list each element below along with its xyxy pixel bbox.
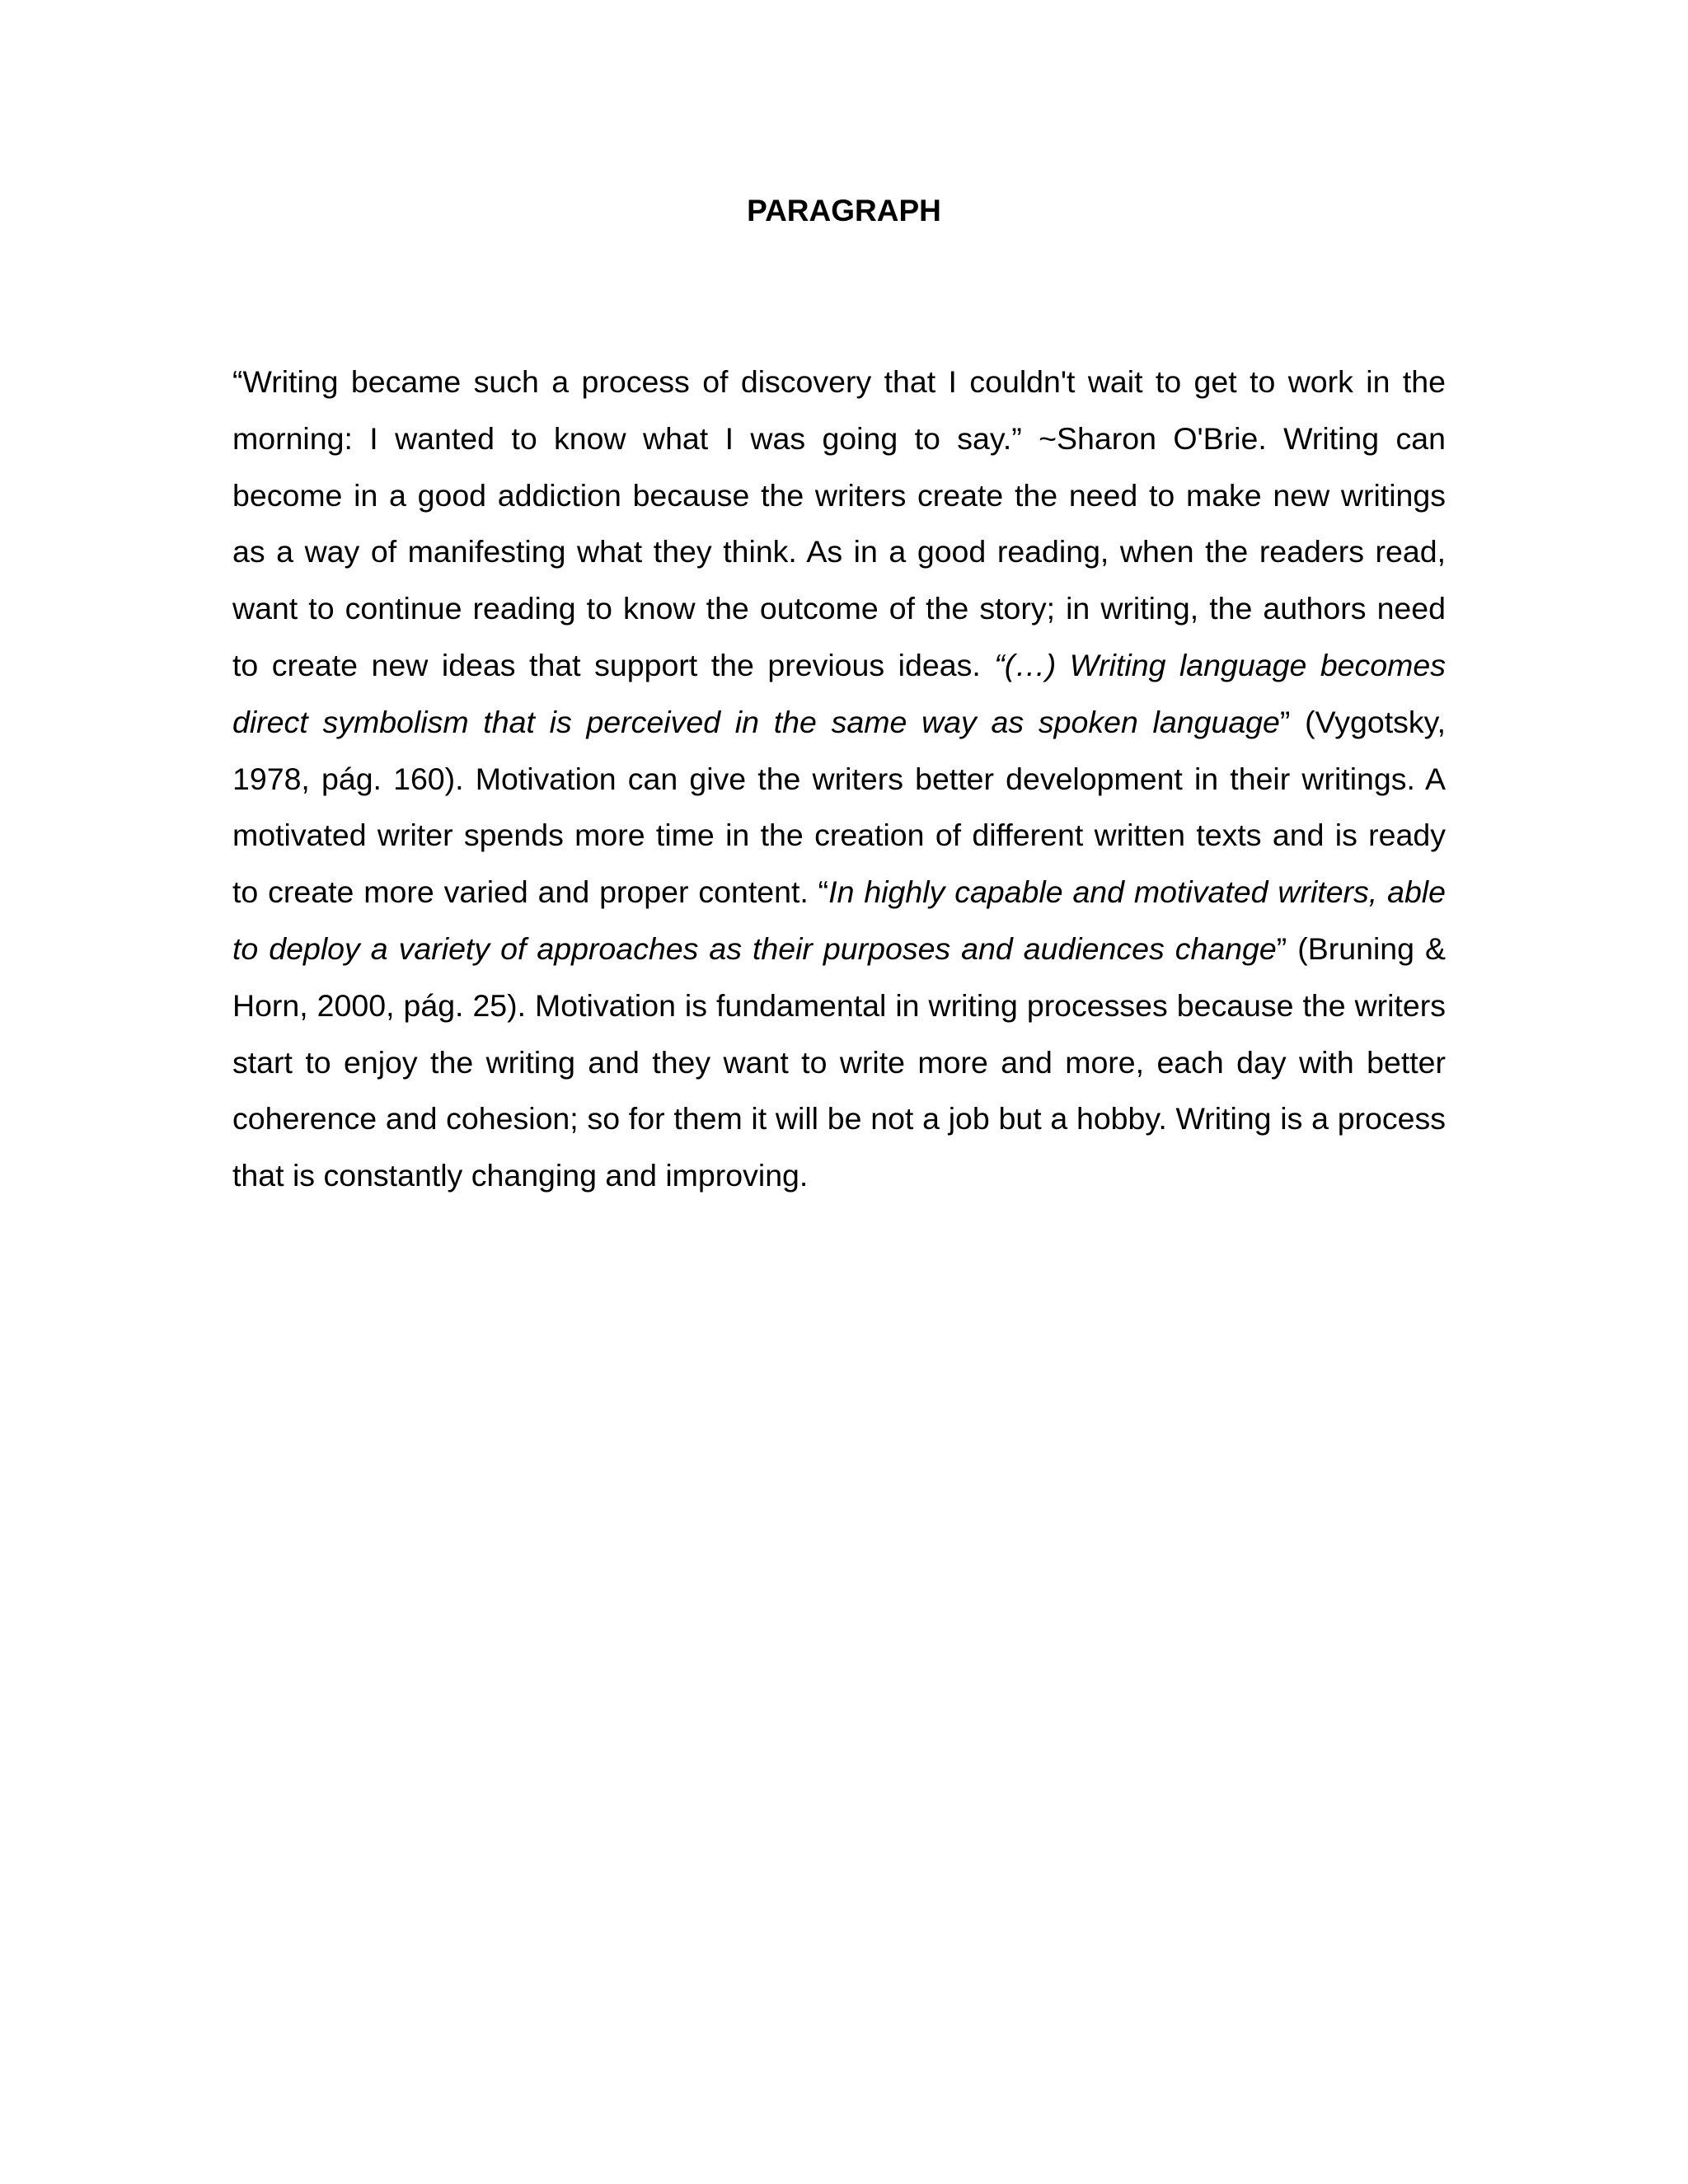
body-paragraph bbox=[232, 354, 1446, 1204]
paragraph-run: ” (Bruning & Horn, 2000, pág. 25). Motivation is fundamental in writing processes because the writers start to enjoy the writing and they want to write more and more, each day with better coherence and cohesion; so for them it will be not a job but a hobby. Writing is a process that is constantly changing and improving. bbox=[232, 930, 1446, 1193]
page-title: PARAGRAPH bbox=[747, 194, 941, 227]
quote-vygotsky: “(…) Writing language becomes direct symbolism that is perceived in the same way as spoken language bbox=[232, 647, 1446, 739]
paragraph-run: ” (Vygotsky, 1978, pág. 160). Motivation can give the writers better development in their writings. A motivated writer spends more time in the creation of different written texts and is ready to create more varied and proper content. “ bbox=[232, 704, 1447, 910]
paragraph-run: “Writing became such a process of discovery that I couldn't wait to get to work in the morning: I wanted to know what I was going to say.” ~Sharon O'Brie. Writing can become in a good addiction because the writers create the need to make new writings as a way of manifesting what they think. As in a good reading, when the readers read, want to continue reading to know the outcome of the story; in writing, the authors need to create new ideas that support the previous ideas. bbox=[232, 364, 1446, 682]
quote-bruning-horn: In highly capable and motivated writers, able to deploy a variety of approaches as their purposes and audiences change bbox=[232, 874, 1446, 966]
